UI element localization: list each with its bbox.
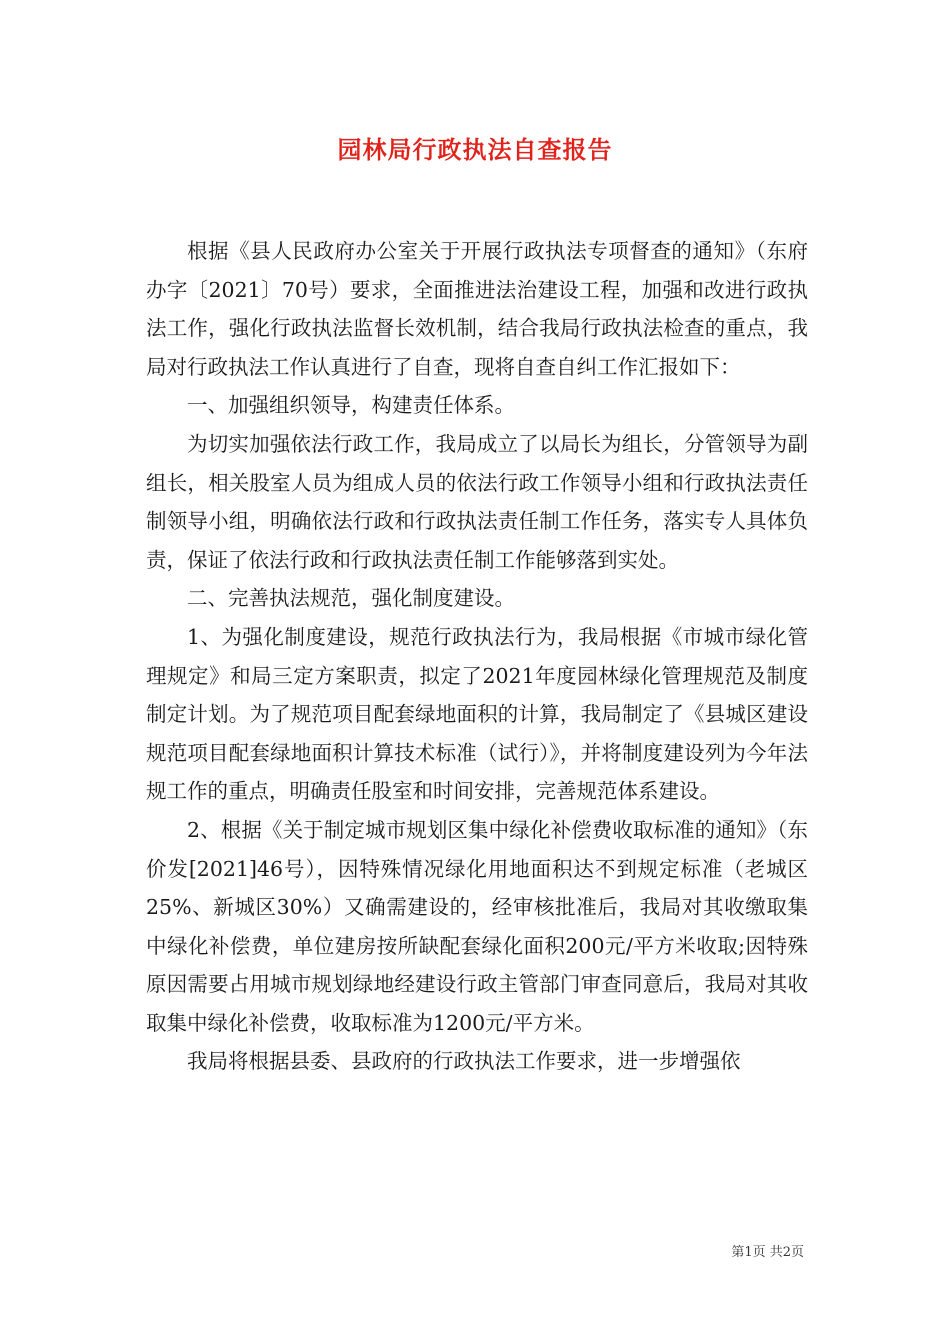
page-number: 第1页 共2页 <box>731 1245 804 1260</box>
document-body <box>146 232 808 1081</box>
section-heading-2: 二、完善执法规范，强化制度建设。 <box>187 586 515 611</box>
paragraph-item-1: 1、为强化制度建设，规范行政执法行为，我局根据《市城市绿化管理规定》和局三定方案职责，拟定了2021年度园林绿化管理规范及制度制定计划。为了规范项目配套绿地面积的计算，我局制定了《县城区建设规范项目配套绿地面积计算技术标准（试行）》，并将制度建设列为今年法规工作的重点，明确责任股室和时间安排，完善规范体系建设。 <box>146 624 808 804</box>
paragraph-intro: 根据《县人民政府办公室关于开展行政执法专项督查的通知》（东府办字〔2021〕70号）要求，全面推进法治建设工程，加强和改进行政执法工作，强化行政执法监督长效机制，结合我局行政执法检查的重点，我局对行政执法工作认真进行了自查，现将自查自纠工作汇报如下： <box>146 239 808 379</box>
document-title: 园林局行政执法自查报告 <box>337 135 613 164</box>
paragraph-item-2: 2、根据《关于制定城市规划区集中绿化补偿费收取标准的通知》（东价发[2021]46号），因特殊情况绿化用地面积达不到规定标准（老城区25%、新城区30%）又确需建设的，经审核批准后，我局对其收缴取集中绿化补偿费，单位建房按所缺配套绿化面积200元/平方米收取;因特殊原因需要占用城市规划绿地经建设行政主管部门审查同意后，我局对其收取集中绿化补偿费，收取标准为1200元/平方米。 <box>146 817 808 1035</box>
section-heading-1: 一、加强组织领导，构建责任体系。 <box>187 393 515 418</box>
paragraph-closing: 我局将根据县委、县政府的行政执法工作要求，进一步增强依 <box>187 1049 741 1074</box>
paragraph-section-1: 为切实加强依法行政工作，我局成立了以局长为组长，分管领导为副组长，相关股室人员为组成人员的依法行政工作领导小组和行政执法责任制领导小组，明确依法行政和行政执法责任制工作任务，落实专人具体负责，保证了依法行政和行政执法责任制工作能够落到实处。 <box>146 431 808 572</box>
